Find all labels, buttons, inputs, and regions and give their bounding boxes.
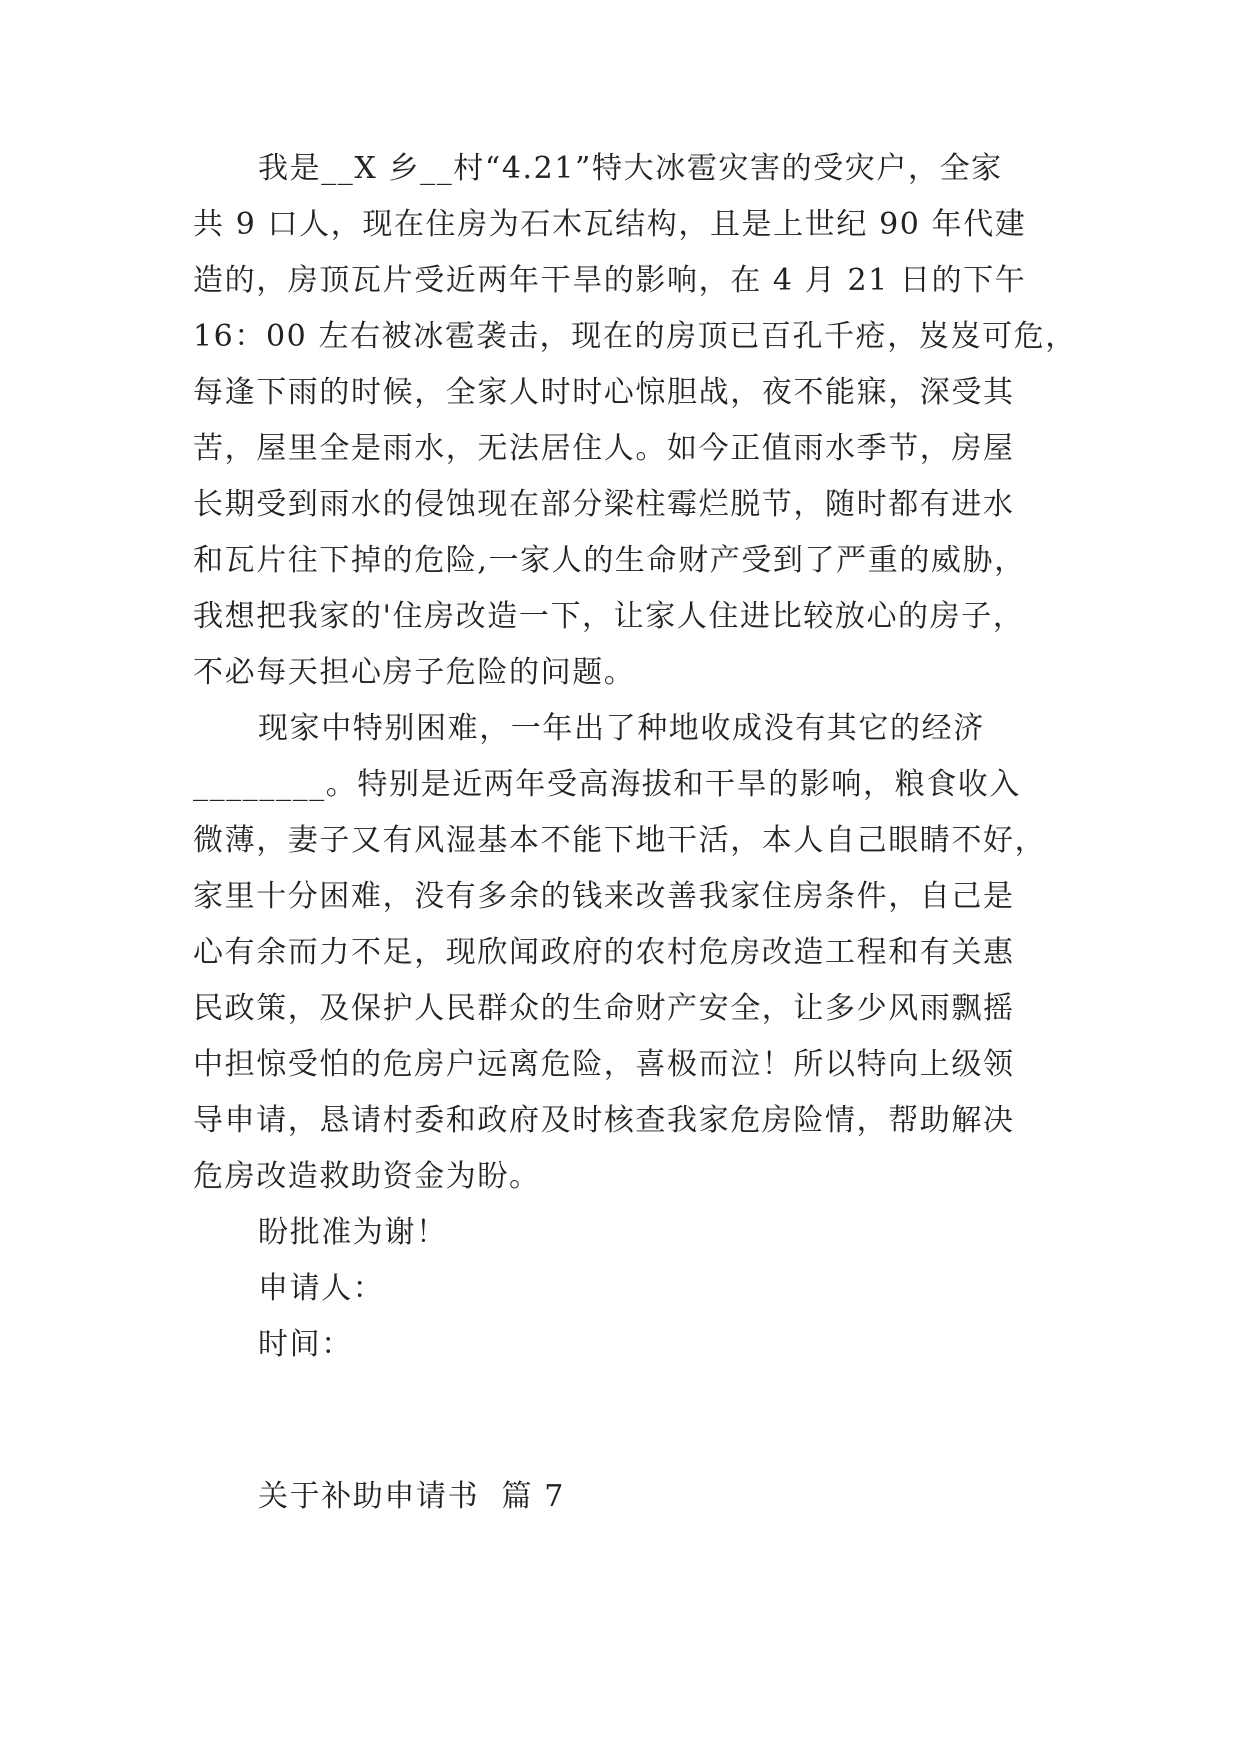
paragraph-2-line-4: 家里十分困难，没有多余的钱来改善我家住房条件，自己是 xyxy=(193,879,1015,914)
paragraph-1-line-8: 和瓦片往下掉的危险,一家人的生命财产受到了严重的威胁， xyxy=(193,543,1026,578)
paragraph-2-line-1: 现家中特别困难，一年出了种地收成没有其它的经济 xyxy=(258,711,985,746)
paragraph-2-line-7: 中担惊受怕的危房户远离危险，喜极而泣！所以特向上级领 xyxy=(193,1047,1015,1082)
paragraph-1-line-9: 我想把我家的'住房改造一下，让家人住进比较放心的房子， xyxy=(193,599,1025,634)
paragraph-1-line-7: 长期受到雨水的侵蚀现在部分梁柱霉烂脱节，随时都有进水 xyxy=(193,487,1015,522)
paragraph-2-line-9: 危房改造救助资金为盼。 xyxy=(193,1159,541,1194)
paragraph-1-line-10: 不必每天担心房子危险的问题。 xyxy=(193,655,636,690)
paragraph-1-line-4: 16：00 左右被冰雹袭击，现在的房顶已百孔千疮，岌岌可危， xyxy=(193,319,1077,354)
paragraph-2-line-8: 导申请，恳请村委和政府及时核查我家危房险情，帮助解决 xyxy=(193,1103,1015,1138)
time-label: 时间： xyxy=(258,1327,353,1362)
paragraph-2-line-6: 民政策，及保护人民群众的生命财产安全，让多少风雨飘摇 xyxy=(193,991,1015,1026)
applicant-label: 申请人： xyxy=(258,1271,385,1306)
paragraph-1-line-3: 造的，房顶瓦片受近两年干旱的影响，在 4 月 21 日的下午 xyxy=(193,263,1027,298)
paragraph-1-line-2: 共 9 口人，现在住房为石木瓦结构，且是上世纪 90 年代建 xyxy=(193,207,1027,242)
paragraph-1-line-6: 苦，屋里全是雨水，无法居住人。如今正值雨水季节，房屋 xyxy=(193,431,1015,466)
paragraph-1-line-1: 我是__X 乡__村“4.21”特大冰雹灾害的受灾户，全家 xyxy=(258,151,1003,186)
paragraph-2-line-2: ________。特别是近两年受高海拔和干旱的影响，粮食收入 xyxy=(193,767,1021,802)
section-heading: 关于补助申请书 篇 7 xyxy=(258,1479,565,1514)
paragraph-2-line-3: 微薄，妻子又有风湿基本不能下地干活，本人自己眼睛不好， xyxy=(193,823,1047,858)
paragraph-2-line-5: 心有余而力不足，现欣闻政府的农村危房改造工程和有关惠 xyxy=(193,935,1015,970)
paragraph-1-line-5: 每逢下雨的时候，全家人时时心惊胆战，夜不能寐，深受其 xyxy=(193,375,1015,410)
closing-line: 盼批准为谢！ xyxy=(258,1215,448,1250)
